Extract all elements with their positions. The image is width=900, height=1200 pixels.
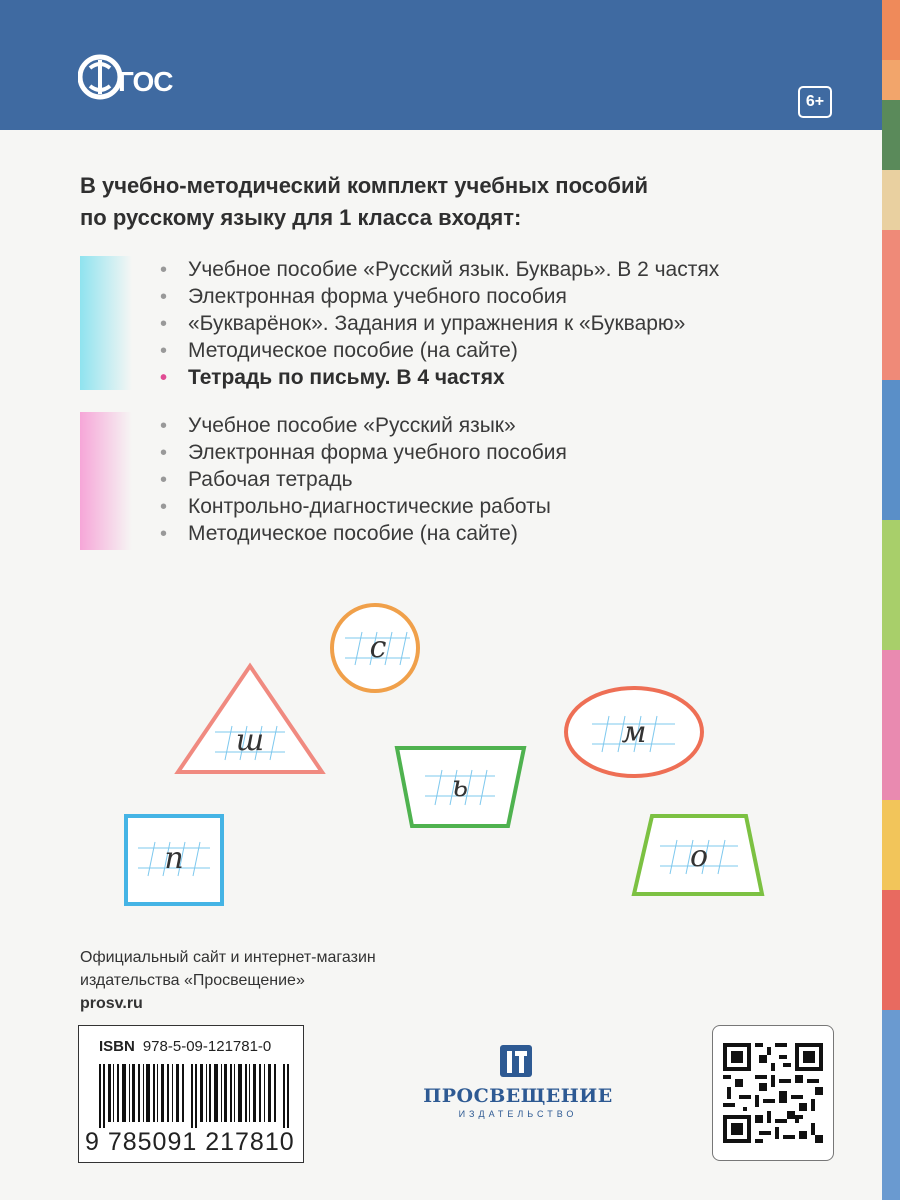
letter-trapezoid-right: о (689, 839, 709, 874)
fgos-logo-text: ГОС (118, 66, 173, 97)
qr-code-icon[interactable] (723, 1043, 823, 1143)
top-banner (0, 0, 882, 130)
isbn-number: 978-5-09-121781-0 (142, 1038, 272, 1055)
group1-accent-bar (80, 256, 132, 390)
group2-accent-bar (80, 412, 132, 550)
isbn-prefix: ISBN (99, 1038, 135, 1055)
site-line-1: Официальный сайт и интернет-магазин (80, 949, 376, 966)
isbn-label (99, 1038, 271, 1055)
letter-shapes-illustration (0, 580, 882, 920)
trapezoid-right-letter-shape (634, 816, 762, 894)
group2-list (160, 412, 567, 547)
list-item: • Методическое пособие (на сайте) (160, 337, 719, 364)
trapezoid-center-letter-shape (397, 748, 524, 826)
triangle-letter-shape (178, 666, 322, 772)
list-item: • «Букварёнок». Задания и упражнения к «Букварю» (160, 310, 719, 337)
color-edge-stripes (882, 0, 900, 1200)
letter-trapezoid-center: ь (451, 769, 469, 804)
publisher-site-info (80, 946, 376, 1015)
list-item: • Рабочая тетрадь (160, 466, 567, 493)
site-url-link[interactable]: prosv.ru (80, 995, 143, 1012)
list-item: • Методическое пособие (на сайте) (160, 520, 567, 547)
publisher-logo (418, 1043, 618, 1123)
letter-circle: с (369, 630, 387, 665)
site-line-2: издательства «Просвещение» (80, 972, 305, 989)
group1-list (160, 256, 719, 391)
publisher-name: ПРОСВЕЩЕНИЕ (423, 1085, 613, 1107)
list-item: • Электронная форма учебного пособия (160, 283, 719, 310)
circle-letter-shape (332, 605, 418, 691)
letter-ellipse: м (621, 715, 647, 750)
square-letter-shape (126, 816, 222, 904)
barcode-icon (99, 1064, 289, 1128)
qr-code-block (712, 1025, 834, 1161)
publisher-emblem-icon (498, 1043, 534, 1079)
publisher-subtitle: ИЗДАТЕЛЬСТВО (458, 1109, 578, 1119)
list-item-highlighted: • Тетрадь по письму. В 4 частях (160, 364, 719, 391)
intro-line-2: по русскому языку для 1 класса входят: (80, 205, 522, 230)
letter-square: п (164, 841, 184, 876)
letter-triangle: ш (235, 723, 265, 758)
list-item: • Учебное пособие «Русский язык. Букварь». В 2 частях (160, 256, 719, 283)
list-item: • Контрольно-диагностические работы (160, 493, 567, 520)
intro-heading (80, 170, 860, 234)
age-rating-badge: 6+ (798, 86, 832, 118)
isbn-block (78, 1025, 304, 1163)
list-item: • Электронная форма учебного пособия (160, 439, 567, 466)
barcode-digits: 9 785091 217810 (85, 1128, 295, 1156)
ellipse-letter-shape (566, 688, 702, 776)
intro-line-1: В учебно-методический комплект учебных пособий (80, 173, 649, 198)
list-item: • Учебное пособие «Русский язык» (160, 412, 567, 439)
